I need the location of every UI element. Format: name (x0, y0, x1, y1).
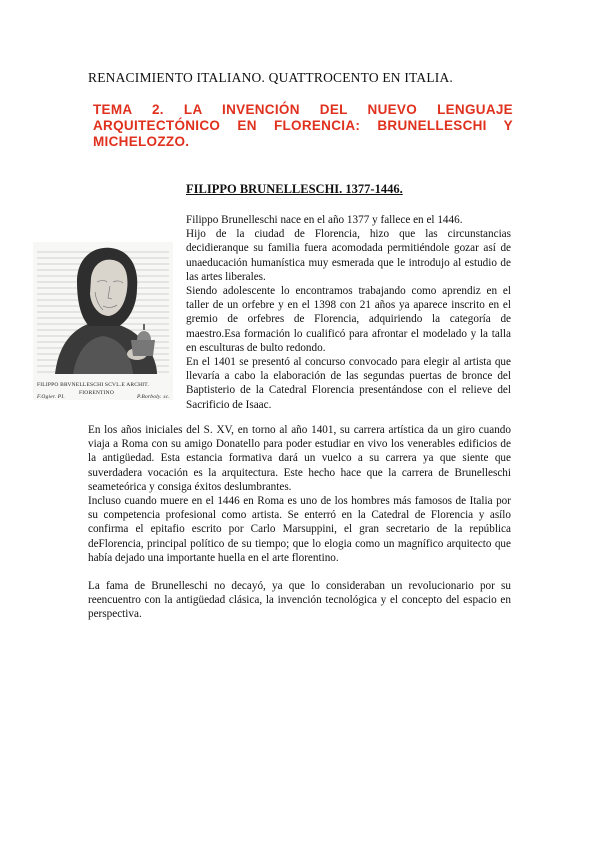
intro-paragraph: En el 1401 se presentó al concurso convocado para elegir al artista que llevaría a cabo la elaboración de las segundas puertas de bronce del Baptisterio de la Catedral Florencia presentándose con el relieve del Sacrificio de Isaac. (186, 356, 511, 411)
body-paragraph: Incluso cuando muere en el 1446 en Roma es uno de los hombres más famosos de Italia por su competencia profesional como artista. Se enterró en la Catedral de Florencia y asílo confirma el epitafio escrito por Carlo Marsuppini, el gran secretario de la república deFlorencia, principal político de su tiempo; que lo elogia como un magnífico arquitecto que había dejado una importante huella en el arte florentino. (88, 495, 511, 564)
portrait-caption-line2: FIORENTINO (79, 390, 114, 396)
section-subtitle: FILIPPO BRUNELLESCHI. 1377-1446. (186, 182, 403, 196)
brunelleschi-portrait (33, 242, 173, 400)
portrait-signature-right: P.Borboly. sc. (137, 394, 170, 400)
intro-paragraph: Siendo adolescente lo encontramos trabajando como aprendiz en el taller de un orfebre y en el 1398 con 21 años ya aparece inscrito en el gremio de orfebres de Florencia, adquiriendo la categoría de maestro.Esa formación lo cualificó para afrontar el modelado y la talla en esculturas de bulto redondo. (186, 285, 511, 354)
body-paragraph: La fama de Brunelleschi no decayó, ya que lo consideraban un revolucionario por su reencuentro con la antigüedad clásica, la invención tecnológica y el concepto del espacio en perspectiva. (88, 580, 511, 621)
body-text (88, 423, 511, 622)
portrait-caption: FILIPPO BRVNELLESCHI SCVL.E ARCHIT. (37, 382, 150, 388)
body-paragraph: En los años iniciales del S. XV, en torno al año 1401, su carrera artística da un giro cuando viaja a Roma con su amigo Donatello para poder estudiar en vivo los venerables edificios de la antigüedad. Esta estancia formativa dará un vuelco a su carrera ya que siente que suverdadera vocación es la arquitectura. Este hecho hace que la carrera de Brunelleschi seameteórica y consiga éxitos deslumbrantes. (88, 424, 511, 493)
page-header: RENACIMIENTO ITALIANO. QUATTROCENTO EN ITALIA. (88, 70, 453, 85)
intro-text (186, 213, 511, 412)
portrait-signature-left: F.Ogier. PI. (37, 394, 65, 400)
intro-paragraph: Filippo Brunelleschi nace en el año 1377 y fallece en el 1446. (186, 214, 463, 226)
intro-paragraph: Hijo de la ciudad de Florencia, hizo que las circunstancias decidieranque su familia fuera acomodada permitiéndole gozar así de unaeducación humanística muy esmerada que le introdujo al estudio de las artes liberales. (186, 228, 511, 283)
topic-title: TEMA 2. LA INVENCIÓN DEL NUEVO LENGUAJE ARQUITECTÓNICO EN FLORENCIA: BRUNELLESCHI Y MICHELOZZO. (93, 102, 513, 149)
